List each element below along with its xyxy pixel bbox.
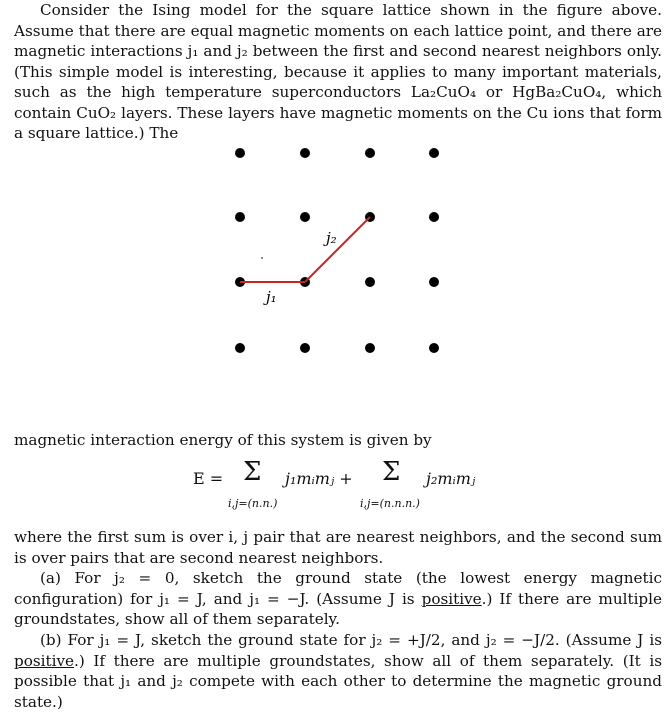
equation-term-1: j₁mᵢmⱼ + [285, 469, 353, 488]
part-b-underlined: positive [14, 651, 75, 670]
part-b-text: (b) For j₁ = J, sketch the ground state for j₂ = +J/2, and j₂ = −J/2. (Assume J is [40, 631, 662, 649]
lattice-site [365, 148, 375, 158]
lattice-site [429, 148, 439, 158]
lattice-site [300, 148, 310, 158]
lattice-site [235, 148, 245, 158]
part-b-rest: .) If there are multiple groundstates, show all of them separately. (It is possible that j₁ and j₂ compete with each other to determine the magnetic ground state.) [14, 651, 662, 711]
lattice-site [365, 277, 375, 287]
part-a-text: (a) For j₂ = 0, sketch the ground state (the lowest energy magnetic configuration) for j₁ = J, and j₁ = −J. (Assume J is [14, 569, 662, 608]
lattice-site [429, 277, 439, 287]
energy-equation [0, 457, 672, 513]
sum-subscript-2: i,j=(n.n.n.) [360, 497, 420, 510]
small-mark [261, 257, 263, 259]
j2-bond [305, 217, 370, 282]
where-paragraph: where the first sum is over i, j pair that are nearest neighbors, and the second sum is over pairs that are second nearest neighbors. [14, 528, 662, 567]
lattice-site [429, 343, 439, 353]
lattice-site [235, 212, 245, 222]
equation-lhs: E = [193, 469, 224, 488]
part-a-underlined: positive [421, 589, 482, 608]
lattice-site [365, 343, 375, 353]
lattice-site [300, 212, 310, 222]
equation-term-2: j₂mᵢmⱼ [426, 469, 476, 488]
j2-label: j₂ [326, 229, 337, 247]
part-a-rest: .) If there are multiple groundstates, show all of them separately. [14, 589, 662, 628]
lattice-site [235, 343, 245, 353]
energy-intro: magnetic interaction energy of this system is given by [14, 431, 432, 449]
j1-label: j₁ [266, 288, 277, 306]
square-lattice-figure [0, 130, 672, 370]
part-b [14, 630, 662, 712]
sum-symbol-2: Σ [382, 457, 401, 487]
intro-paragraph: Consider the Ising model for the square lattice shown in the figure above. Assume that there are equal magnetic moments on each lattice point, and there are magnetic interactions j₁ and j₂ between the first and second nearest neighbors only. (This simple model is interesting, because it applies to many important materials, such as the high temperature superconductors La₂CuO₄ or HgBa₂CuO₄, which contain CuO₂ layers. These layers have magnetic moments on the Cu ions that form a square lattice.) The [14, 1, 662, 142]
sum-subscript-1: i,j=(n.n.) [228, 497, 278, 510]
sum-symbol-1: Σ [243, 457, 262, 487]
lattice-site [429, 212, 439, 222]
lattice-site [300, 343, 310, 353]
part-a [14, 568, 662, 630]
